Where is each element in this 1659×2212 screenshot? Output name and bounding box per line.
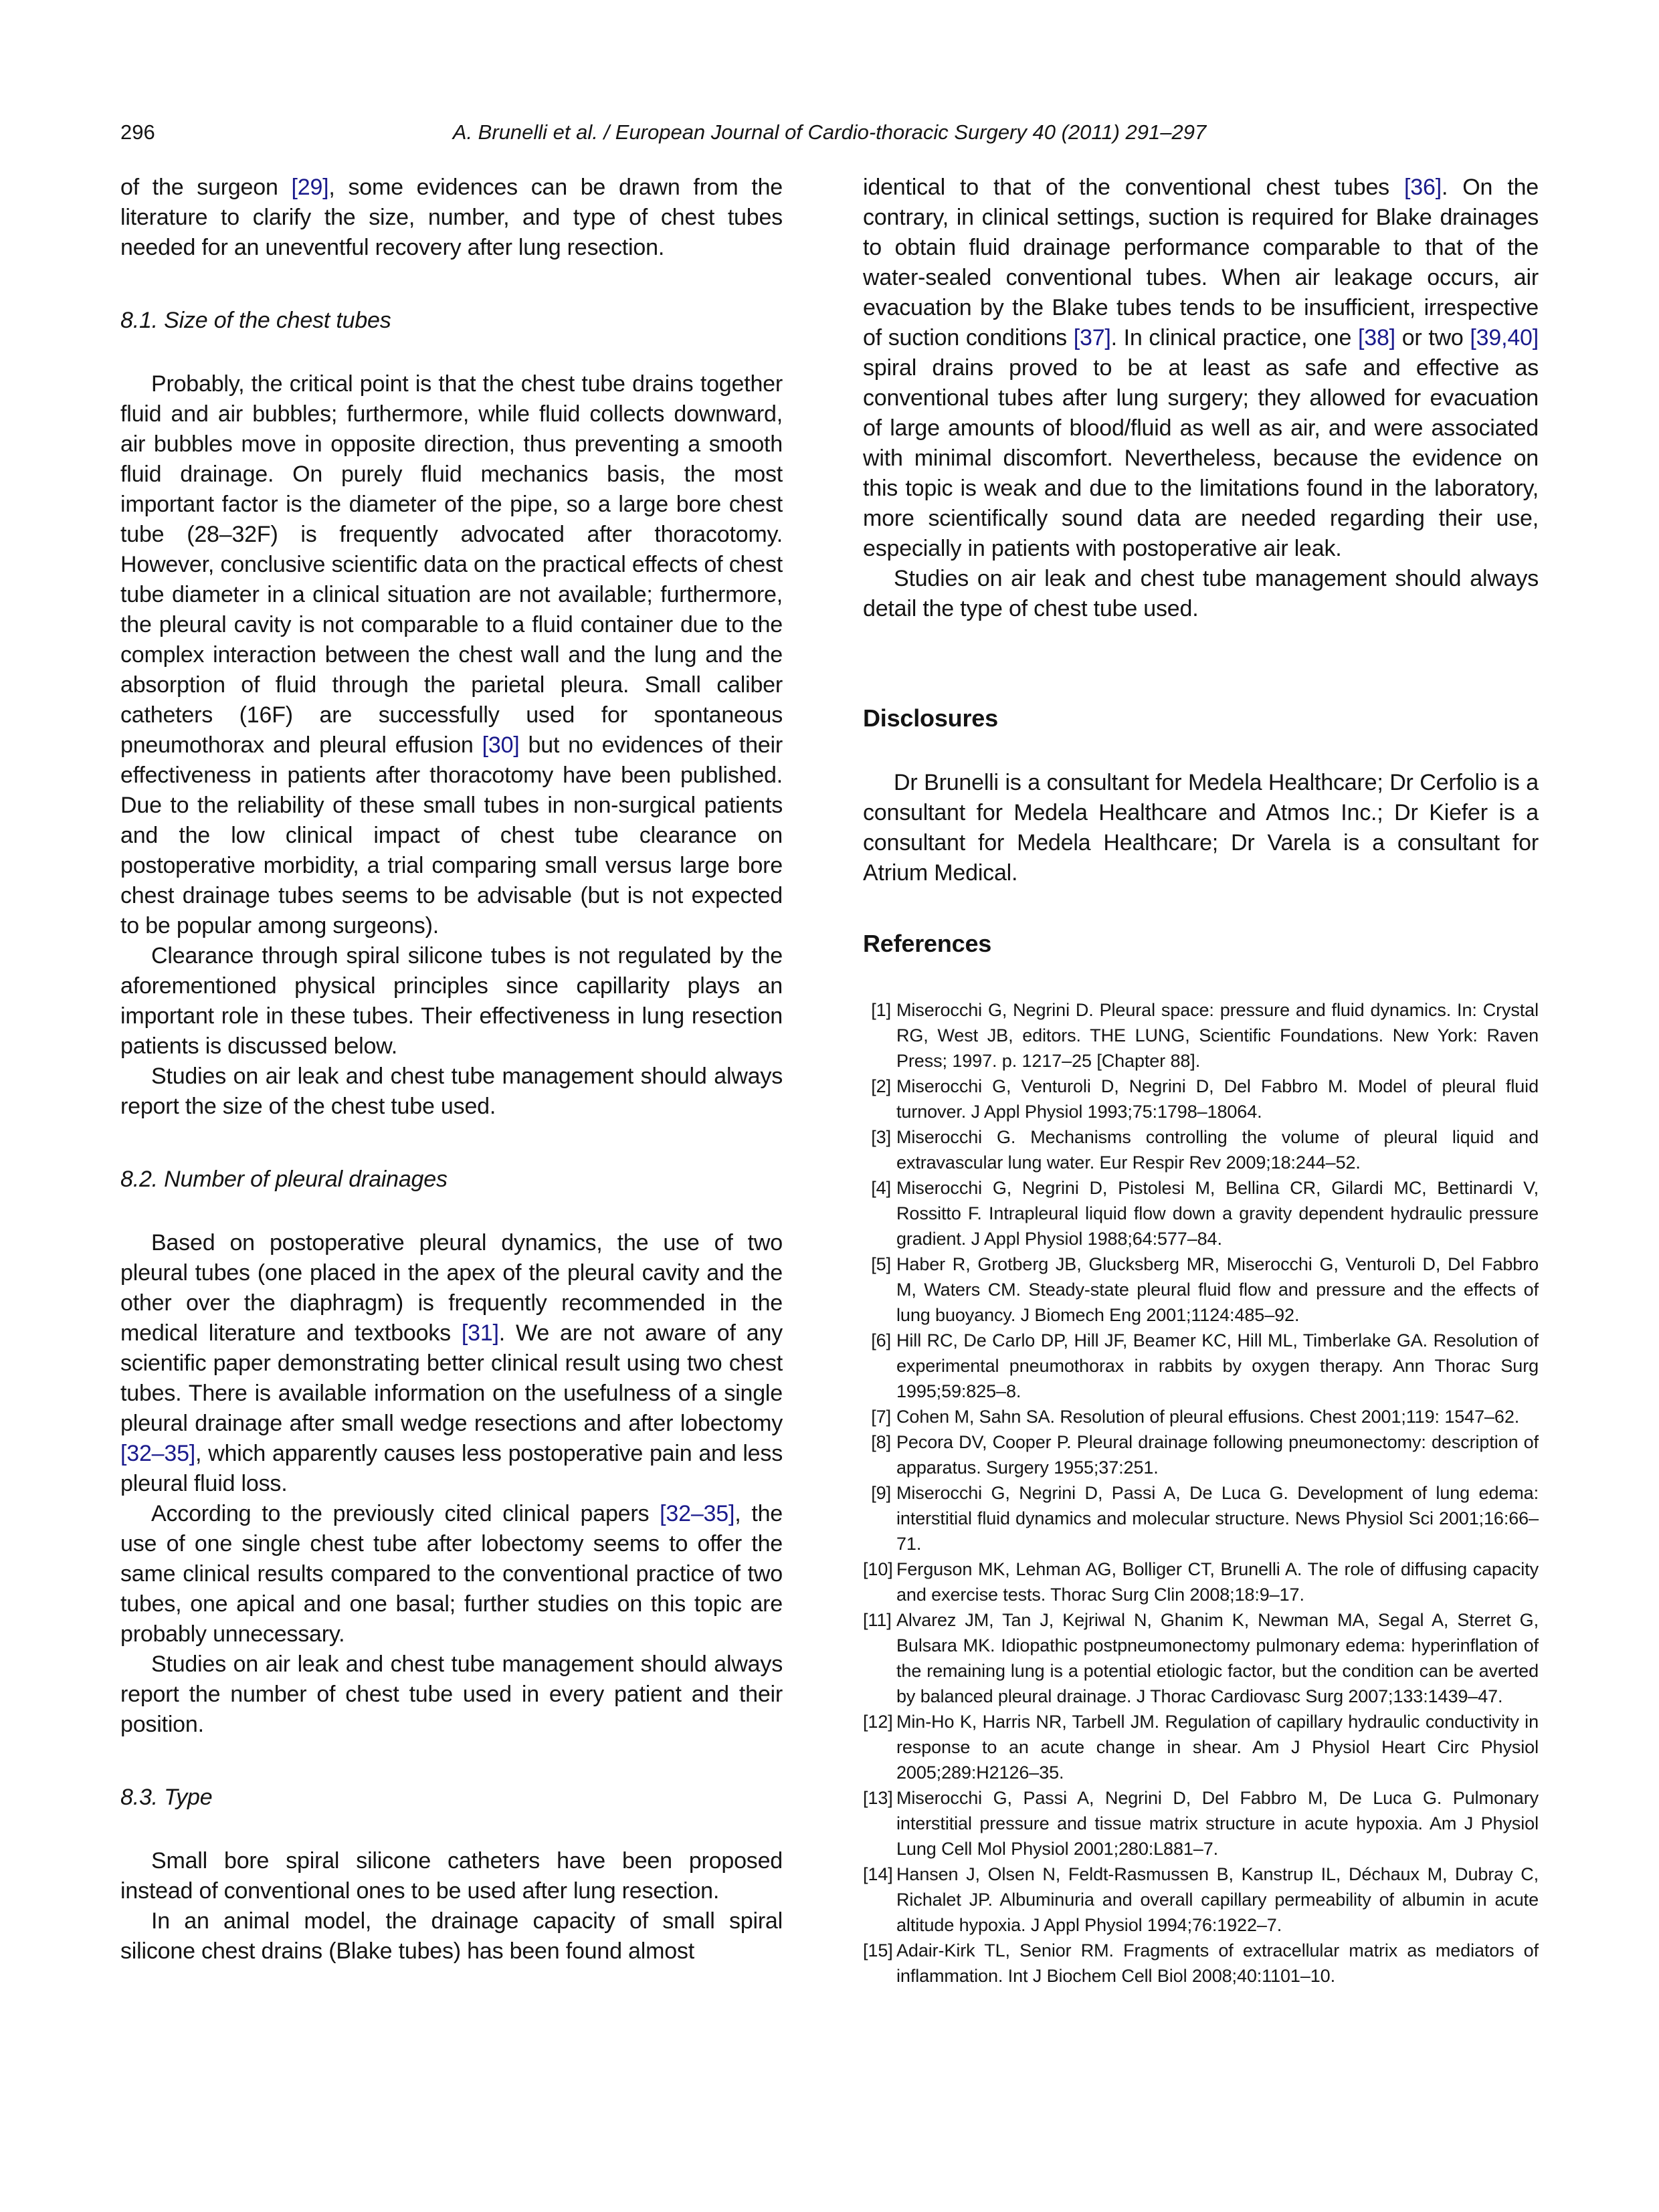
reference-item: [863, 1938, 1539, 1989]
reference-text: Hansen J, Olsen N, Feldt-Rasmussen B, Kanstrup IL, Déchaux M, Dubray C, Richalet JP. Albuminuria and overall capillary permeability of albumin in acute altitude hypoxia. J Appl Physiol 1994;76:1922–7.: [896, 1864, 1539, 1935]
paragraph: Studies on air leak and chest tube management should always detail the type of chest tube used.: [863, 566, 1539, 621]
reference-text: Hill RC, De Carlo DP, Hill JF, Beamer KC, Hill ML, Timberlake GA. Resolution of experimental pneumothorax in rabbits by oxygen therapy. Ann Thorac Surg 1995;59:825–8.: [896, 1330, 1539, 1401]
reference-text: Cohen M, Sahn SA. Resolution of pleural effusions. Chest 2001;119: 1547–62.: [896, 1407, 1520, 1427]
reference-text: Miserocchi G, Passi A, Negrini D, Del Fabbro M, De Luca G. Pulmonary interstitial pressure and tissue matrix structure in acute hypoxia. Am J Physiol Lung Cell Mol Physiol 2001;280:L881–7.: [896, 1788, 1539, 1859]
reference-item: [863, 1175, 1539, 1251]
reference-text: Pecora DV, Cooper P. Pleural drainage following pneumonectomy: description of apparatus. Surgery 1955;37:251.: [896, 1432, 1539, 1478]
reference-item: [863, 997, 1539, 1074]
reference-number: [13]: [863, 1788, 893, 1808]
paragraph: In an animal model, the drainage capacity of small spiral silicone chest drains (Blake tubes) has been found almost: [120, 1908, 783, 1964]
citation-link[interactable]: [36]: [1404, 175, 1442, 200]
paragraph: Studies on air leak and chest tube management should always report the number of chest tube used in every patient and their position.: [120, 1651, 783, 1737]
reference-number: [4]: [871, 1178, 891, 1198]
reference-item: [863, 1556, 1539, 1607]
reference-text: Haber R, Grotberg JB, Glucksberg MR, Miserocchi G, Venturoli D, Del Fabbro M, Waters CM. Steady-state pleural fluid flow and pressure and the effects of lung buoyancy. J Biomech Eng 2001;1124:485–92.: [896, 1254, 1539, 1325]
reference-item: [863, 1124, 1539, 1175]
reference-text: Alvarez JM, Tan J, Kejriwal N, Ghanim K, Newman MA, Segal A, Sterret G, Bulsara MK. Idiopathic postpneumonectomy pulmonary edema: hyperinflation of the remaining lung is a potential etiologic factor, but the condition can be averted by balanced pleural drainage. J Thorac Cardiovasc Surg 2007;133:1439–47.: [896, 1610, 1539, 1706]
section-heading-8-1: 8.1. Size of the chest tubes: [120, 308, 391, 333]
citation-link[interactable]: [31]: [461, 1320, 499, 1346]
reference-text: Ferguson MK, Lehman AG, Bolliger CT, Brunelli A. The role of diffusing capacity and exercise tests. Thorac Surg Clin 2008;18:9–17.: [896, 1559, 1539, 1605]
right-column: [863, 173, 1539, 1989]
reference-text: Miserocchi G. Mechanisms controlling the volume of pleural liquid and extravascular lung water. Eur Respir Rev 2009;18:244–52.: [896, 1127, 1539, 1173]
reference-text: Adair-Kirk TL, Senior RM. Fragments of extracellular matrix as mediators of inflammation. Int J Biochem Cell Biol 2008;40:1101–10.: [896, 1940, 1539, 1986]
citation-link[interactable]: [32–35]: [660, 1501, 735, 1526]
paragraph: Probably, the critical point is that the chest tube drains together fluid and air bubbles; furthermore, while fluid collects downward, air bubbles move in opposite direction, thus preventing a smooth fluid drainage. On purely fluid mechanics basis, the most important factor is the diameter of the pipe, so a large bore chest tube (28–32F) is frequently advocated after thoracotomy. However, conclusive scientific data on the practical effects of chest tube diameter in a clinical situation are not available; furthermore, the pleural cavity is not comparable to a fluid container due to the complex interaction between the chest wall and the lung and the absorption of fluid through the parietal pleura. Small caliber catheters (16F) are successfully used for spontaneous pneumothorax and pleural effusion [30] but no evidences of their effectiveness in patients after thoracotomy have been published. Due to the reliability of these small tubes in non-surgical patients and the low clinical impact of chest tube clearance on postoperative morbidity, a trial comparing small versus large bore chest drainage tubes seems to be advisable (but is not expected to be popular among surgeons).: [120, 371, 783, 938]
reference-number: [10]: [863, 1559, 893, 1579]
citation-link[interactable]: [30]: [482, 732, 520, 758]
reference-item: [863, 1074, 1539, 1124]
citation-link[interactable]: [29]: [291, 175, 329, 200]
reference-number: [9]: [871, 1483, 891, 1503]
running-head: A. Brunelli et al. / European Journal of Cardio-thoracic Surgery 40 (2011) 291–297: [452, 120, 1207, 144]
citation-link[interactable]: [37]: [1073, 325, 1111, 350]
reference-number: [11]: [863, 1610, 892, 1630]
paragraph: Small bore spiral silicone catheters have been proposed instead of conventional ones to be used after lung resection.: [120, 1848, 783, 1904]
paragraph: Clearance through spiral silicone tubes is not regulated by the aforementioned physical principles since capillarity plays an important role in these tubes. Their effectiveness in lung resection patients is discussed below.: [120, 943, 783, 1059]
reference-item: [863, 1862, 1539, 1938]
reference-number: [6]: [871, 1330, 891, 1350]
reference-text: Min-Ho K, Harris NR, Tarbell JM. Regulation of capillary hydraulic conductivity in response to an acute change in shear. Am J Physiol Heart Circ Physiol 2005;289:H2126–35.: [896, 1712, 1539, 1783]
citation-link[interactable]: [39,40]: [1470, 325, 1539, 350]
reference-text: Miserocchi G, Negrini D. Pleural space: pressure and fluid dynamics. In: Crystal RG, West JB, editors. THE LUNG, Scientific Foundations. New York: Raven Press; 1997. p. 1217–25 [Chapter 88].: [896, 1000, 1539, 1071]
reference-item: [863, 1607, 1539, 1709]
reference-number: [7]: [871, 1407, 891, 1427]
reference-item: [863, 1404, 1539, 1429]
citation-link[interactable]: [32–35]: [120, 1441, 196, 1466]
reference-number: [1]: [871, 1000, 891, 1020]
references-heading: References: [863, 930, 992, 957]
reference-number: [15]: [863, 1940, 893, 1960]
reference-number: [14]: [863, 1864, 893, 1884]
reference-item: [863, 1328, 1539, 1404]
page-header: [120, 119, 1539, 151]
reference-number: [3]: [871, 1127, 891, 1147]
reference-item: [863, 1480, 1539, 1556]
paragraph: According to the previously cited clinical papers [32–35], the use of one single chest tube after lobectomy seems to offer the same clinical results compared to the conventional practice of two tubes, one apical and one basal; further studies on this topic are probably unnecessary.: [120, 1501, 783, 1647]
paragraph: Dr Brunelli is a consultant for Medela Healthcare; Dr Cerfolio is a consultant for Medela Healthcare and Atmos Inc.; Dr Kiefer is a consultant for Medela Healthcare; Dr Varela is a consultant for Atrium Medical.: [863, 770, 1539, 886]
reference-item: [863, 1709, 1539, 1785]
reference-text: Miserocchi G, Negrini D, Passi A, De Luca G. Development of lung edema: interstitial fluid dynamics and molecular structure. News Physiol Sci 2001;16:66–71.: [896, 1483, 1539, 1554]
reference-number: [2]: [871, 1076, 891, 1096]
left-column: [120, 173, 783, 1967]
section-heading-8-2: 8.2. Number of pleural drainages: [120, 1167, 448, 1192]
reference-item: [863, 1785, 1539, 1862]
paragraph: Studies on air leak and chest tube management should always report the size of the chest tube used.: [120, 1064, 783, 1119]
reference-item: [863, 1429, 1539, 1480]
page-number: 296: [120, 120, 155, 144]
disclosures-heading: Disclosures: [863, 704, 998, 732]
reference-text: Miserocchi G, Venturoli D, Negrini D, Del Fabbro M. Model of pleural fluid turnover. J Appl Physiol 1993;75:1798–18064.: [896, 1076, 1539, 1122]
reference-text: Miserocchi G, Negrini D, Pistolesi M, Bellina CR, Gilardi MC, Bettinardi V, Rossitto F. Intrapleural liquid flow down a gravity dependent hydraulic pressure gradient. J Appl Physiol 1988;64:577–84.: [896, 1178, 1539, 1249]
paragraph: identical to that of the conventional chest tubes [36]. On the contrary, in clinical settings, suction is required for Blake drainages to obtain fluid drainage performance comparable to that of the water-sealed conventional tubes. When air leakage occurs, air evacuation by the Blake tubes tends to be insufficient, irrespective of suction conditions [37]. In clinical practice, one [38] or two [39,40] spiral drains proved to be at least as safe and effective as conventional tubes after lung surgery; they allowed for evacuation of large amounts of blood/fluid as well as air, and were associated with minimal discomfort. Nevertheless, because the evidence on this topic is weak and due to the limitations found in the laboratory, more scientifically sound data are needed regarding their use, especially in patients with postoperative air leak.: [863, 175, 1539, 561]
reference-list: [863, 997, 1539, 1989]
citation-link[interactable]: [38]: [1358, 325, 1395, 350]
reference-item: [863, 1251, 1539, 1328]
reference-number: [8]: [871, 1432, 891, 1452]
paragraph: Based on postoperative pleural dynamics, the use of two pleural tubes (one placed in the apex of the pleural cavity and the other over the diaphragm) is frequently recommended in the medical literature and textbooks [31]. We are not aware of any scientific paper demonstrating better clinical result using two chest tubes. There is available information on the usefulness of a single pleural drainage after small wedge resections and after lobectomy [32–35], which apparently causes less postoperative pain and less pleural fluid loss.: [120, 1230, 783, 1496]
reference-number: [12]: [863, 1712, 893, 1732]
section-heading-8-3: 8.3. Type: [120, 1785, 213, 1810]
reference-number: [5]: [871, 1254, 891, 1274]
paragraph: of the surgeon [29], some evidences can be drawn from the literature to clarify the size, number, and type of chest tubes needed for an uneventful recovery after lung resection.: [120, 175, 783, 260]
